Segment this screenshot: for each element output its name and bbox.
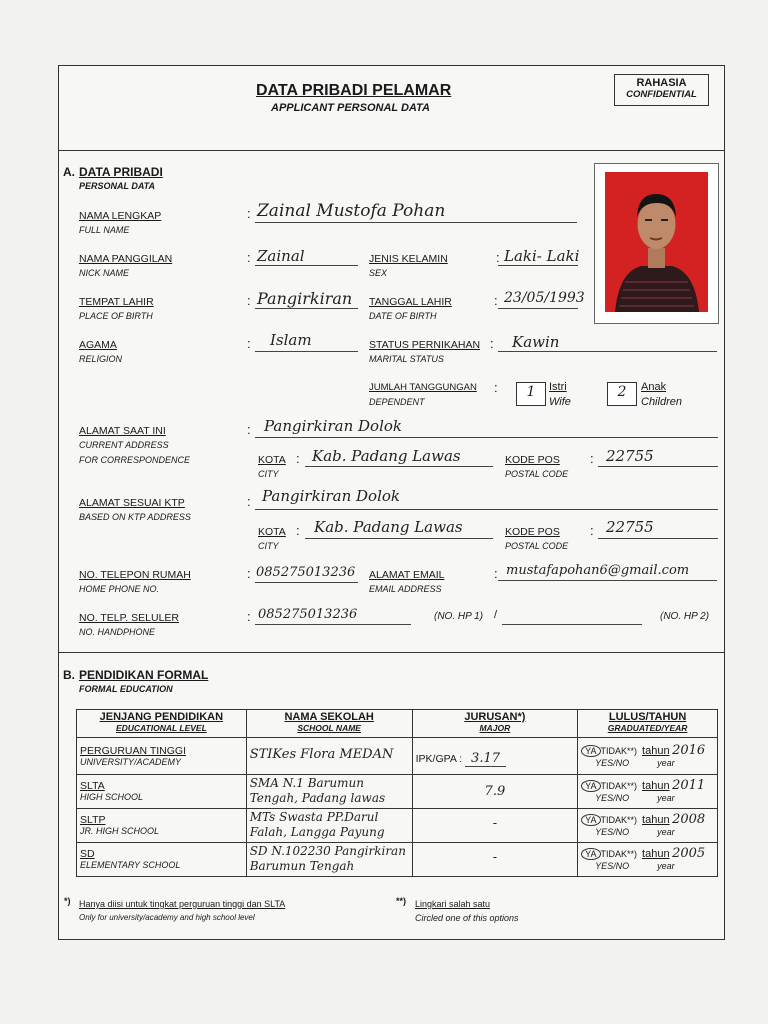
place-of-birth-value[interactable]: Pangirkiran [257,289,353,308]
current-address-line [255,437,718,438]
no-option[interactable]: TIDAK**) [600,746,638,756]
footnote1-sub: Only for university/academy and high school level [79,913,255,922]
footnote2-sub: Circled one of this options [415,913,519,923]
nick-name-line [255,265,358,266]
marital-status-value[interactable]: Kawin [512,333,560,351]
marital-status-line [498,351,717,352]
yes-option[interactable]: YA [581,814,600,826]
table-row [77,843,718,877]
confidential-sub: CONFIDENTIAL [626,89,697,100]
section-a-prefix: A. [63,165,75,179]
full-name-sub: FULL NAME [79,225,130,235]
ktp-postal-line [598,538,718,539]
level-label: SLTA [80,780,105,792]
mobile-value[interactable]: 085275013236 [258,607,358,622]
children-label: Anak [641,381,667,393]
date-of-birth-sub: DATE OF BIRTH [369,311,437,321]
level-sub: UNIVERSITY/ACADEMY [80,757,182,767]
level-sub: HIGH SCHOOL [80,792,144,802]
colon: : [590,523,594,538]
school-name[interactable]: SMA N.1 Barumun Tengah, Padang lawas [249,776,386,805]
date-of-birth-label: TANGGAL LAHIR [369,296,452,308]
education-header-row [77,710,718,738]
yesno-sub: YES/NO [595,758,630,768]
nick-name-label: NAMA PANGGILAN [79,253,173,265]
sex-sub: SEX [369,268,388,278]
ktp-postal-label: KODE POS [505,526,560,538]
current-address-sub1: CURRENT ADDRESS [79,440,169,450]
school-name[interactable]: SD N.102230 Pangirkiran Barumun Tengah [249,844,406,873]
current-city-sub: CITY [258,469,279,479]
year-label: tahun [642,780,670,792]
religion-label: AGAMA [79,339,117,351]
yesno-sub: YES/NO [595,793,630,803]
colon: : [490,336,494,351]
header-divider [58,150,725,151]
ktp-city-value[interactable]: Kab. Padang Lawas [314,518,463,536]
full-name-value[interactable]: Zainal Mustofa Pohan [257,201,446,221]
school-name[interactable]: STIKes Flora MEDAN [249,747,394,762]
wife-sub: Wife [549,396,571,408]
level-label: SD [80,848,95,860]
current-city-label: KOTA [258,454,286,466]
dependent-label: JUMLAH TANGGUNGAN [369,382,477,393]
mobile-line [255,624,411,625]
confidential-box [614,74,709,106]
hp-slash: / [494,609,498,621]
major-value[interactable]: 3.17 [465,751,506,767]
colon: : [496,250,500,265]
home-phone-sub: HOME PHONE NO. [79,584,160,594]
major-value[interactable]: - [492,850,498,865]
table-row [77,738,718,775]
colon: : [247,422,251,437]
children-count-box[interactable] [607,382,637,406]
ktp-address-label: ALAMAT SESUAI KTP [79,497,185,509]
place-of-birth-line [255,308,358,309]
ktp-city-label: KOTA [258,526,286,538]
dependent-sub: DEPENDENT [369,397,425,407]
current-city-value[interactable]: Kab. Padang Lawas [312,447,461,465]
form-subtitle: APPLICANT PERSONAL DATA [271,102,430,114]
table-row [77,809,718,843]
colon: : [247,494,251,509]
yesno-sub: YES/NO [595,827,630,837]
yesno-sub: YES/NO [595,861,630,871]
footnote2-text: Lingkari salah satu [415,899,491,909]
colon: : [296,523,300,538]
date-of-birth-line [498,308,578,309]
mobile-sub: NO. HANDPHONE [79,627,156,637]
school-name[interactable]: MTs Swasta PP.Darul Falah, Langga Payung [249,810,385,839]
religion-value[interactable]: Islam [270,331,312,349]
home-phone-value[interactable]: 085275013236 [256,565,356,580]
year-value[interactable]: 2016 [672,743,706,758]
ktp-city-sub: CITY [258,541,279,551]
wife-count-box[interactable] [516,382,546,406]
date-of-birth-value[interactable]: 23/05/1993 [504,290,585,306]
home-phone-label: NO. TELEPON RUMAH [79,569,191,581]
current-postal-label: KODE POS [505,454,560,466]
colon: : [247,293,251,308]
applicant-photo [594,163,719,324]
section-b-title: PENDIDIKAN FORMAL [79,668,209,682]
email-line [498,580,717,581]
confidential-label: RAHASIA [636,77,687,89]
year-label: tahun [642,745,670,757]
marital-status-label: STATUS PERNIKAHAN [369,339,481,351]
col-level-header: JENJANG PENDIDIKAN EDUCATIONAL LEVEL [77,710,247,738]
yes-option[interactable]: YA [581,745,600,757]
current-address-sub2: FOR CORRESPONDENCE [79,455,191,465]
major-value[interactable]: - [492,816,498,831]
current-postal-sub: POSTAL CODE [505,469,569,479]
full-name-label: NAMA LENGKAP [79,210,162,222]
yes-option[interactable]: YA [581,848,600,860]
nick-name-value[interactable]: Zainal [257,247,305,265]
footnote1-text: Hanya diisi untuk tingkat perguruan tinggi dan SLTA [79,899,286,909]
no-option[interactable]: TIDAK**) [600,849,638,859]
year-sub: year [657,861,675,871]
ktp-postal-value[interactable]: 22755 [606,518,654,536]
col-school-header: NAMA SEKOLAH SCHOOL NAME [246,710,412,738]
colon: : [247,250,251,265]
section-a-subtitle: PERSONAL DATA [79,181,156,191]
place-of-birth-sub: PLACE OF BIRTH [79,311,153,321]
year-label: tahun [642,848,670,860]
ktp-postal-sub: POSTAL CODE [505,541,569,551]
colon: : [296,451,300,466]
year-value[interactable]: 2008 [672,812,706,827]
level-sub: ELEMENTARY SCHOOL [80,860,181,870]
religion-sub: RELIGION [79,354,123,364]
form-title: DATA PRIBADI PELAMAR [256,82,452,99]
full-name-line [255,222,577,223]
colon: : [247,336,251,351]
person-photo-icon [605,172,708,312]
nick-name-sub: NICK NAME [79,268,130,278]
ktp-city-line [305,538,493,539]
gpa-label: IPK/GPA : [415,753,463,765]
current-postal-value[interactable]: 22755 [606,447,654,465]
year-sub: year [657,827,675,837]
col-graduated-header: LULUS/TAHUN GRADUATED/YEAR [578,710,718,738]
level-label: PERGURUAN TINGGI [80,745,186,757]
home-phone-line [255,582,358,583]
footnote1-mark: *) [64,896,71,906]
yes-option[interactable]: YA [581,780,600,792]
current-address-label: ALAMAT SAAT INI [79,425,166,437]
colon: : [494,380,498,395]
sex-line [498,265,578,266]
year-value[interactable]: 2011 [672,778,706,793]
mobile2-line[interactable] [502,624,642,625]
colon: : [590,451,594,466]
colon: : [494,566,498,581]
email-label: ALAMAT EMAIL [369,569,445,581]
education-table [76,709,718,877]
children-count-value: 2 [617,384,627,400]
table-row [77,775,718,809]
colon: : [494,293,498,308]
year-label: tahun [642,814,670,826]
no-option[interactable]: TIDAK**) [600,815,638,825]
religion-line [255,351,358,352]
marital-status-sub: MARITAL STATUS [369,354,444,364]
section-b-subtitle: FORMAL EDUCATION [79,684,173,694]
section-divider [58,652,725,653]
year-sub: year [657,793,675,803]
footnote2-mark: **) [396,896,407,906]
mobile-label: NO. TELP. SELULER [79,612,179,624]
sex-value[interactable]: Laki- Laki [504,247,580,265]
no-option[interactable]: TIDAK**) [600,781,638,791]
colon: : [247,609,251,624]
current-postal-line [598,466,718,467]
level-label: SLTP [80,814,106,826]
colon: : [247,206,251,221]
children-sub: Children [641,396,682,408]
wife-count-value: 1 [526,384,536,400]
colon: : [247,566,251,581]
year-value[interactable]: 2005 [672,846,706,861]
email-sub: EMAIL ADDRESS [369,584,442,594]
hp2-label: (NO. HP 2) [660,611,710,622]
current-address-value[interactable]: Pangirkiran Dolok [264,417,402,435]
section-b-prefix: B. [63,668,75,682]
major-value[interactable]: 7.9 [484,784,506,799]
level-sub: JR. HIGH SCHOOL [80,826,160,836]
year-sub: year [657,758,675,768]
wife-label: Istri [549,381,567,393]
current-city-line [305,466,493,467]
hp1-label: (NO. HP 1) [434,611,484,622]
ktp-address-sub: BASED ON KTP ADDRESS [79,512,191,522]
ktp-address-line [255,509,718,510]
col-major-header: JURUSAN*) MAJOR [412,710,578,738]
place-of-birth-label: TEMPAT LAHIR [79,296,154,308]
ktp-address-value[interactable]: Pangirkiran Dolok [262,487,400,505]
email-value[interactable]: mustafapohan6@gmail.com [506,563,690,578]
sex-label: JENIS KELAMIN [369,253,448,265]
section-a-title: DATA PRIBADI [79,165,163,179]
